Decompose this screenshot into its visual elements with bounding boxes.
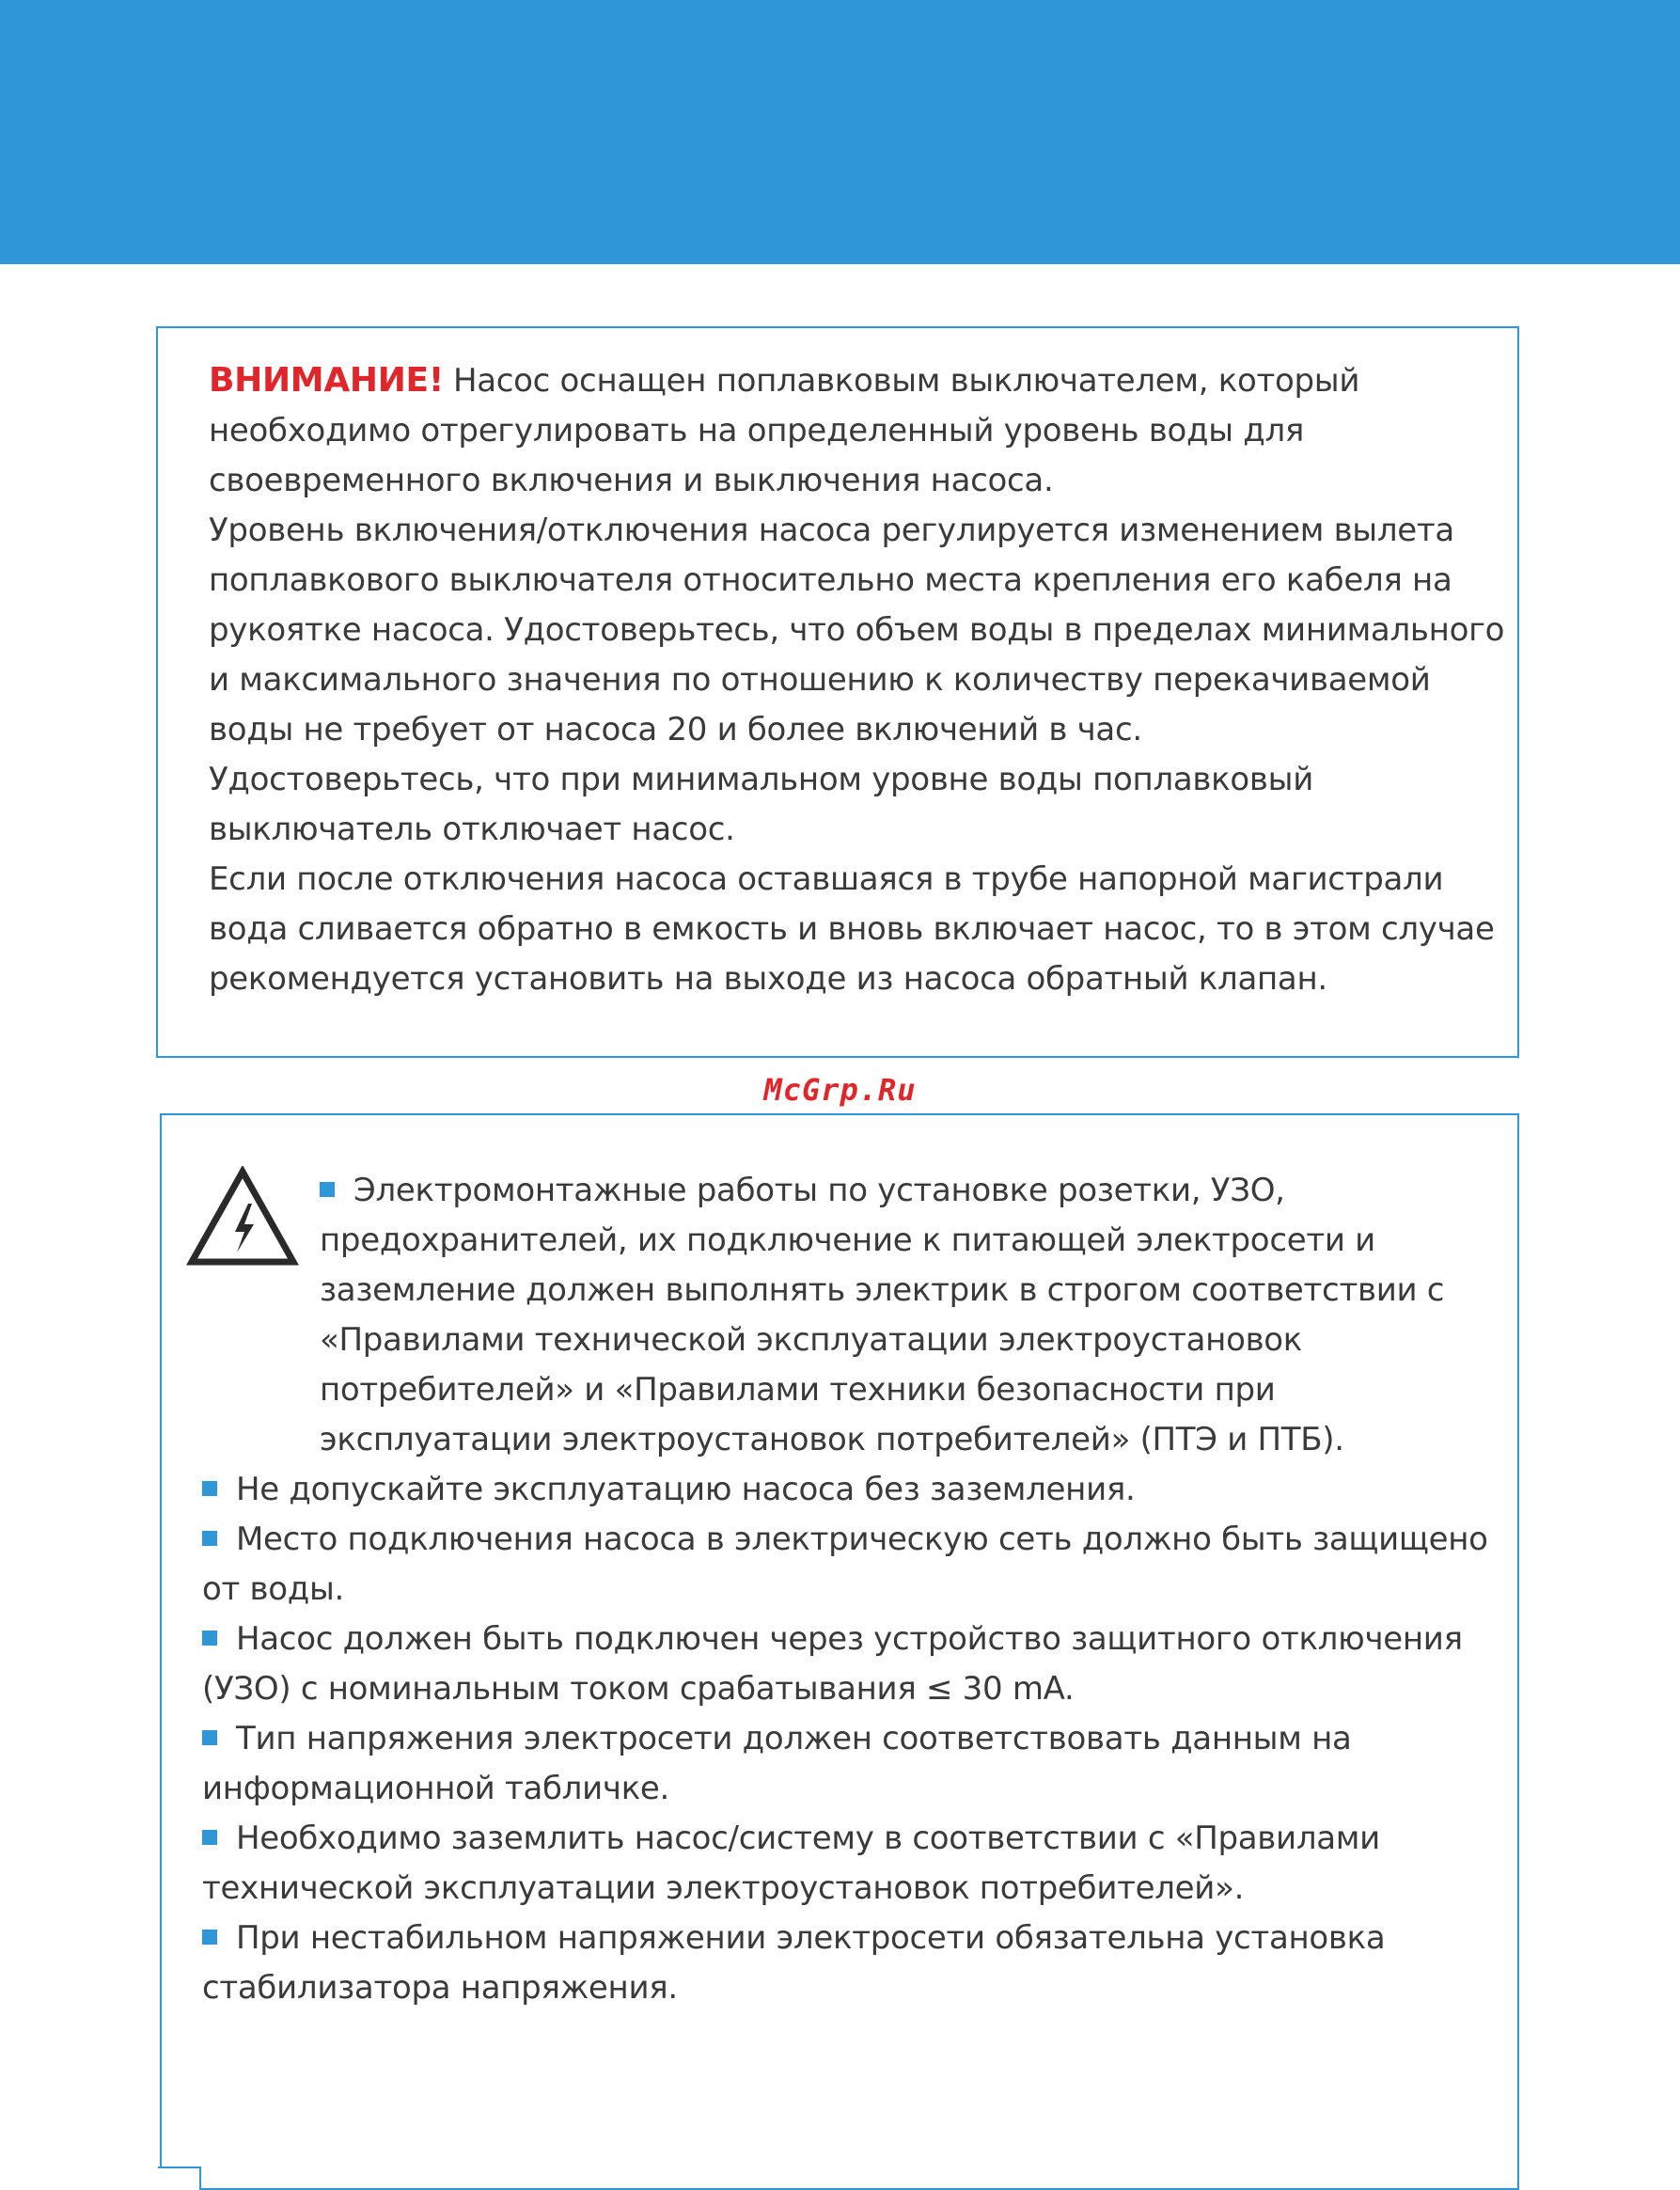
bullet-icon (202, 1930, 217, 1945)
attention-paragraph: Если после отключения насоса оставшаяся в трубе напорной магистрали вода сливается обратно в емкость и вновь включает насос, то в этом случае рекомендуется установить на выходе из насоса обратный клапан. (209, 860, 1495, 998)
list-item: Тип напряжения электросети должен соответствовать данным на информационной табличке. (202, 1720, 1352, 1807)
attention-label: ВНИМАНИЕ! (209, 361, 444, 400)
list-item: Насос должен быть подключен через устройство защитного отключения (УЗО) с номинальным током срабатывания ≤ 30 mA. (202, 1620, 1463, 1708)
bullet-icon (320, 1182, 335, 1197)
list-item: Не допускайте эксплуатацию насоса без заземления. (202, 1465, 1509, 1515)
bullet-icon (202, 1481, 217, 1496)
header-band (0, 0, 1680, 264)
bullet-icon (202, 1730, 217, 1745)
list-item: Необходимо заземлить насос/систему в соответствии с «Правилами технической эксплуатации электроустановок потребителей». (202, 1820, 1380, 1907)
bullet-icon (202, 1631, 217, 1646)
bullet-icon (202, 1531, 217, 1546)
attention-paragraph: ВНИМАНИЕ! Насос оснащен поплавковым выключателем, который необходимо отрегулировать на определенный уровень воды для своевременного включения и выключения насоса. (209, 361, 1360, 499)
watermark: McGrp.Ru (763, 1072, 917, 1108)
attention-paragraph: Уровень включения/отключения насоса регулируется изменением вылета поплавкового выключателя относительно места крепления его кабеля на рукоятке насоса. Удостоверьтесь, что объем воды в пределах минимального и максимального значения по отношению к количеству перекачиваемой воды не требует от насоса 20 и более включений в час. (209, 512, 1505, 748)
bullet-icon (202, 1830, 217, 1845)
list-item: При нестабильном напряжении электросети обязательна установка стабилизатора напряжения. (202, 1919, 1386, 2007)
list-item: Электромонтажные работы по установке розетки, УЗО, предохранителей, их подключение к питающей электросети и заземление должен выполнять электрик в строгом соответствии с «Правилами технической эксплуатации электроустановок потребителей» и «Правилами техники безопасности при эксплуатации электроустановок потребителей» (ПТЭ и ПТБ). (320, 1172, 1445, 1458)
corner-notch (158, 2166, 201, 2190)
attention-paragraph: Удостоверьтесь, что при минимальном уровне воды поплавковый выключатель отключает насос. (209, 761, 1313, 848)
list-item: Место подключения насоса в электрическую сеть должно быть защищено от воды. (202, 1520, 1488, 1608)
attention-text (209, 355, 1506, 1004)
safety-list (202, 1166, 1509, 2013)
